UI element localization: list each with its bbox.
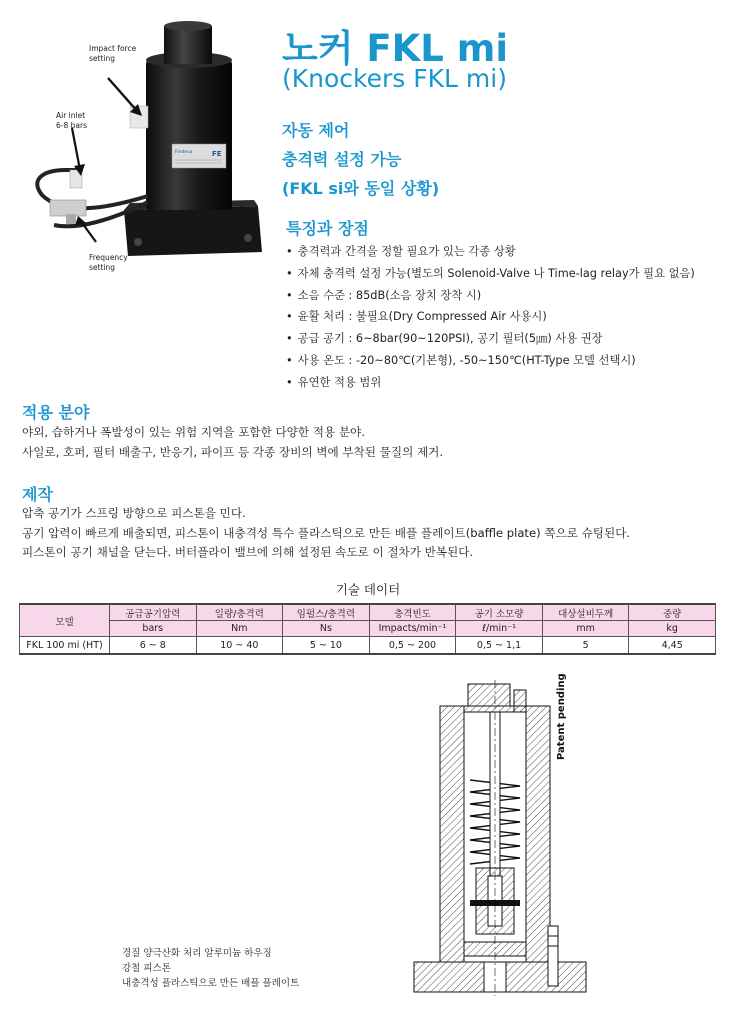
page-subtitle: (Knockers FKL mi) xyxy=(282,64,507,93)
list-item: • 소음 수준 : 85dB(소음 장치 장착 시) xyxy=(286,285,695,307)
page-title: 노커 FKL mi xyxy=(282,27,509,70)
advantages-heading: 특징과 장점 xyxy=(286,219,369,238)
list-item: • 사용 온도 : -20~80℃(기본형), -50~150℃(HT-Type 모델 선택시) xyxy=(286,350,695,372)
production-line: 압축 공기가 스프링 방향으로 피스톤을 민다. xyxy=(22,506,246,520)
plate-brand: Findeva xyxy=(175,150,193,155)
column-header-model: 모델 xyxy=(20,604,110,637)
spec-table xyxy=(19,603,716,655)
column-unit: ℓ/min⁻¹ xyxy=(456,621,543,637)
drawing-legend xyxy=(122,946,299,991)
column-unit: Nm xyxy=(196,621,283,637)
feature-same-as-fkl-si: (FKL si와 동일 상황) xyxy=(282,179,440,198)
spec-table-title: 기술 데이터 xyxy=(335,582,401,597)
column-header: 충격빈도 xyxy=(369,604,456,621)
applications-line: 야외, 습하거나 폭발성이 있는 위험 지역을 포함한 다양한 적용 분야. xyxy=(22,425,365,439)
column-header: 임펄스/충격력 xyxy=(283,604,370,621)
label-impact-force: Impact force setting xyxy=(89,44,137,63)
column-unit: Ns xyxy=(283,621,370,637)
feature-impact-setting: 충격력 설정 가능 xyxy=(282,150,402,169)
table-cell: 10 ~ 40 xyxy=(196,637,283,655)
legend-piston: 강철 피스톤 xyxy=(122,963,171,974)
column-header: 중량 xyxy=(629,604,716,621)
legend-housing: 경질 양극산화 처리 알루미늄 하우징 xyxy=(122,948,272,959)
list-item: • 윤활 처리 : 불필요(Dry Compressed Air 사용시) xyxy=(286,306,695,328)
applications-line: 사일로, 호퍼, 필터 배출구, 반응기, 파이프 등 각종 장비의 벽에 부착된 물질의 제거. xyxy=(22,444,444,459)
housing-left-wall xyxy=(440,706,464,962)
production-heading: 제작 xyxy=(22,485,53,504)
table-cell: 5 xyxy=(542,637,629,655)
production-line: 공기 압력이 빠르게 배출되면, 피스톤이 내충격성 특수 플라스틱으로 만든 배플 플레이트(baffle plate) 쪽으로 슈팅된다. xyxy=(22,525,631,540)
list-item: • 유연한 적용 범위 xyxy=(286,372,695,394)
patent-pending-label: Patent pending xyxy=(556,673,567,760)
column-unit: Impacts/min⁻¹ xyxy=(369,621,456,637)
production-line: 피스톤이 공기 채널을 닫는다. 버터플라이 밸브에 의해 설정된 속도로 이 절차가 반복된다. xyxy=(22,545,474,559)
column-unit: kg xyxy=(629,621,716,637)
column-header: 공급공기압력 xyxy=(110,604,197,621)
table-cell: 0,5 ~ 200 xyxy=(369,637,456,655)
label-air-inlet: Air inlet 6-8 bars xyxy=(56,111,87,130)
base-plate xyxy=(124,206,262,256)
table-cell-model: FKL 100 mi (HT) xyxy=(20,637,110,655)
table-cell: 0,5 ~ 1,1 xyxy=(456,637,543,655)
table-cell: 6 ~ 8 xyxy=(110,637,197,655)
product-photo xyxy=(22,20,282,280)
table-cell: 5 ~ 10 xyxy=(283,637,370,655)
column-header: 공기 소모량 xyxy=(456,604,543,621)
plate-model: FE xyxy=(212,150,222,158)
advantages-list xyxy=(286,241,695,394)
legend-baffle-plate: 내충격성 플라스틱으로 만든 배플 플레이트 xyxy=(122,978,300,989)
column-unit: mm xyxy=(542,621,629,637)
production-text xyxy=(22,504,630,563)
table-row xyxy=(20,637,716,655)
cylinder-body xyxy=(146,60,232,210)
applications-heading: 적용 분야 xyxy=(22,403,90,422)
list-item: • 공급 공기 : 6~8bar(90~120PSI), 공기 필터(5㎛) 사용 권장 xyxy=(286,328,695,350)
valve-block xyxy=(50,200,86,216)
column-header: 일량/충격력 xyxy=(196,604,283,621)
list-item: • 자체 충격력 설정 가능(별도의 Solenoid-Valve 나 Time-lag relay가 필요 없음) xyxy=(286,263,695,285)
label-frequency: Frequency setting xyxy=(89,253,128,272)
housing-right-wall xyxy=(526,706,550,962)
column-unit: bars xyxy=(110,621,197,637)
table-cell: 4,45 xyxy=(629,637,716,655)
list-item: • 충격력과 간격을 정할 필요가 있는 각종 상황 xyxy=(286,241,695,263)
applications-text xyxy=(22,423,443,462)
column-header: 대상설비두께 xyxy=(542,604,629,621)
feature-auto-control: 자동 제어 xyxy=(282,121,350,140)
